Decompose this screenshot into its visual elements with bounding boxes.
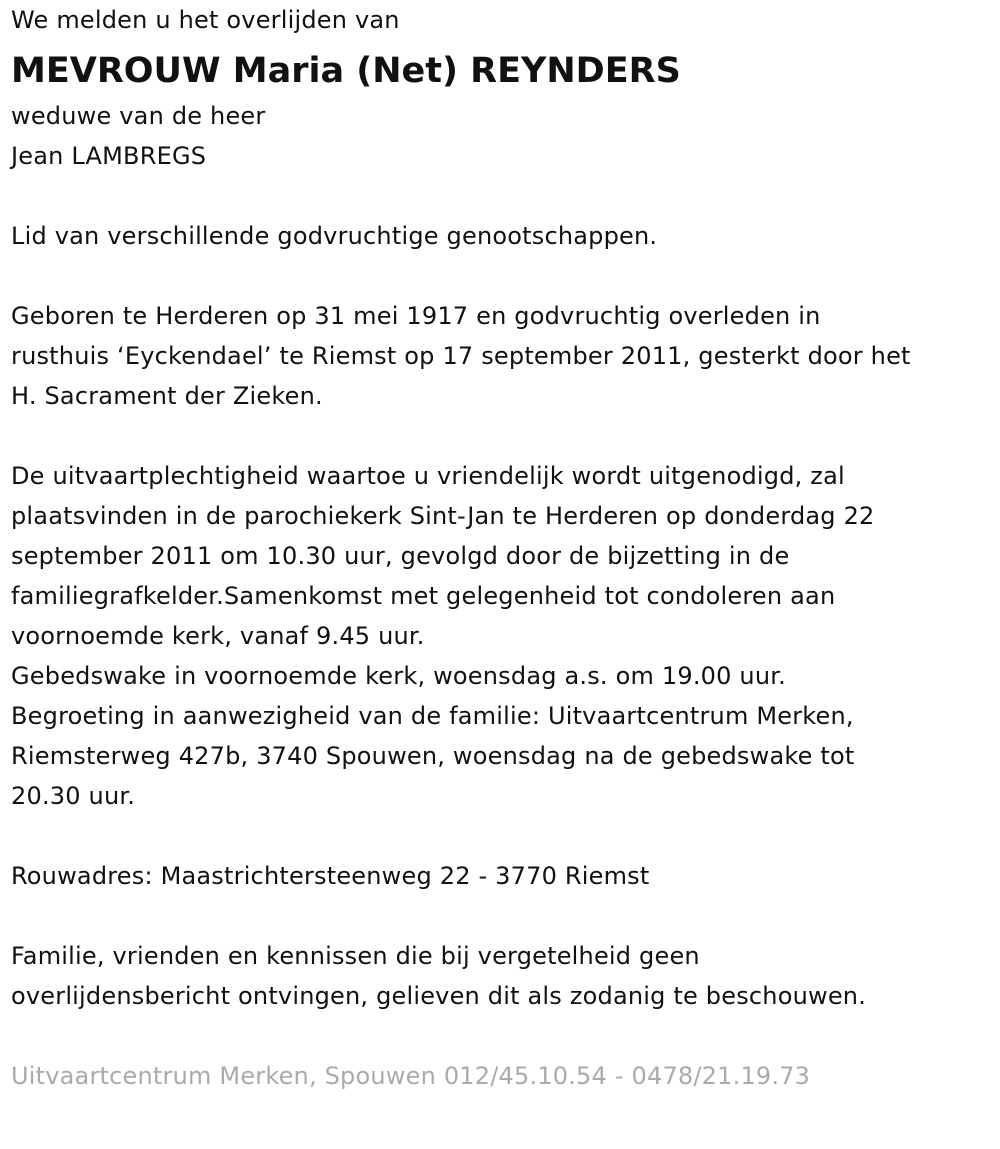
paragraph-line: overlijdensbericht ontvingen, gelieven dit als zodanig te beschouwen. (11, 982, 867, 1010)
paragraph-line: De uitvaartplechtigheid waartoe u vriendelijk wordt uitgenodigd, zal (11, 462, 845, 490)
paragraph-line: rusthuis ‘Eyckendael’ te Riemst op 17 september 2011, gesterkt door het (11, 342, 911, 370)
notice-paragraph (11, 936, 991, 1016)
paragraph-line: H. Sacrament der Zieken. (11, 382, 323, 410)
paragraph-line: 20.30 uur. (11, 782, 136, 810)
funeral-home-footer: Uitvaartcentrum Merken, Spouwen 012/45.10.54 - 0478/21.19.73 (11, 1062, 811, 1090)
deceased-name: MEVROUW Maria (Net) REYNDERS (11, 51, 681, 91)
paragraph-line: voornoemde kerk, vanaf 9.45 uur. (11, 622, 425, 650)
mourning-address: Rouwadres: Maastrichtersteenweg 22 - 3770 Riemst (11, 862, 650, 890)
spouse-line-1: weduwe van de heer (11, 102, 266, 130)
spouse-line-2: Jean LAMBREGS (11, 142, 207, 170)
paragraph-line: Riemsterweg 427b, 3740 Spouwen, woensdag na de gebedswake tot (11, 742, 855, 770)
paragraph-line: Geboren te Herderen op 31 mei 1917 en godvruchtig overleden in (11, 302, 821, 330)
death-notice (11, 0, 991, 1096)
birth-death-paragraph (11, 296, 991, 416)
paragraph-line: Begroeting in aanwezigheid van de familie: Uitvaartcentrum Merken, (11, 702, 854, 730)
paragraph-line: Gebedswake in voornoemde kerk, woensdag a.s. om 19.00 uur. (11, 662, 786, 690)
paragraph-line: september 2011 om 10.30 uur, gevolgd door de bijzetting in de (11, 542, 790, 570)
paragraph-line: familiegrafkelder.Samenkomst met gelegenheid tot condoleren aan (11, 582, 836, 610)
ceremony-paragraph (11, 456, 991, 816)
paragraph-line: Familie, vrienden en kennissen die bij vergetelheid geen (11, 942, 700, 970)
membership-text: Lid van verschillende godvruchtige genootschappen. (11, 222, 658, 250)
paragraph-line: plaatsvinden in de parochiekerk Sint-Jan te Herderen op donderdag 22 (11, 502, 875, 530)
intro-text: We melden u het overlijden van (11, 6, 400, 34)
